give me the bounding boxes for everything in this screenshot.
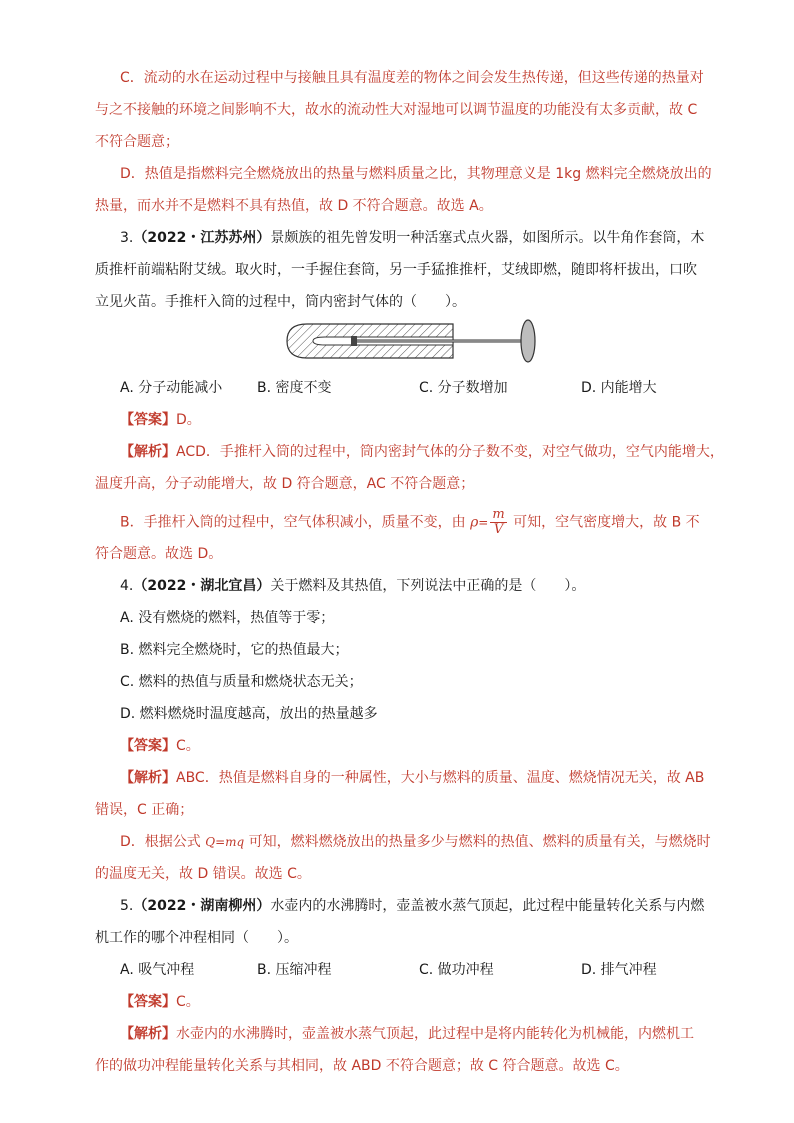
analysis-text: B．手推杆入筒的过程中，空气体积减小，质量不变，由 [120, 514, 466, 531]
q3-analysis-line-1 [120, 442, 724, 462]
q5-analysis-line-1 [120, 1024, 694, 1044]
analysis-text: ABC．热值是燃料自身的一种属性，大小与燃料的质量、温度、燃烧情况无关，故 AB [176, 770, 705, 786]
question-number: 5. [120, 898, 134, 914]
analysis-d-line-1: D．热值是指燃料完全燃烧放出的热量与燃料质量之比，其物理意义是 1kg 燃料完全燃烧放出的 [120, 166, 712, 182]
question-text: 关于燃料及其热值，下列说法中正确的是（ ）。 [270, 578, 586, 594]
question-3-stem-line-2: 质推杆前端粘附艾绒。取火时，一手握住套筒，另一手猛推推杆，艾绒即燃，随即将杆拔出，口吹 [95, 262, 697, 278]
analysis-label: 【解析】 [120, 770, 176, 786]
answer-label: 【答案】 [120, 412, 176, 428]
question-3-stem-line-3: 立见火苗。手推杆入筒的过程中，筒内密封气体的（ ）。 [95, 294, 466, 310]
rod-handle [521, 320, 535, 362]
analysis-d-line-2: 热量，而水并不是燃料不具有热值，故 D 不符合题意。故选 A。 [95, 198, 493, 214]
q3-option-a: A. 分子动能减小 [120, 380, 223, 396]
q4-option-d: D. 燃料燃烧时温度越高，放出的热量越多 [120, 706, 378, 722]
fraction-numerator: m [492, 507, 505, 522]
question-source: （2022・湖南柳州） [133, 898, 271, 914]
q3-option-c: C. 分子数增加 [419, 380, 508, 396]
q5-option-a: A. 吸气冲程 [120, 962, 195, 978]
q3-analysis-line-3 [120, 508, 700, 537]
analysis-text: 可知，燃料燃烧放出的热量多少与燃料的热值、燃料的质量有关，与燃烧时 [244, 834, 711, 850]
question-source: （2022・湖北宜昌） [133, 578, 271, 594]
q3-answer [120, 410, 201, 430]
q3-option-b: B. 密度不变 [257, 380, 332, 396]
answer-label: 【答案】 [120, 738, 176, 754]
question-text: 水壶内的水沸腾时，壶盖被水蒸气顶起，此过程中能量转化关系与内燃 [270, 898, 705, 914]
q3-option-d: D. 内能增大 [581, 380, 657, 396]
answer-value: C。 [176, 738, 200, 754]
question-number: 3. [120, 230, 134, 246]
analysis-c-line-2: 与之不接触的环境之间影响不大，故水的流动性大对湿地可以调节温度的功能没有太多贡献，故 C [95, 102, 698, 118]
answer-label: 【答案】 [120, 994, 176, 1010]
q5-option-c: C. 做功冲程 [419, 962, 494, 978]
equals-sign: = [478, 515, 489, 530]
q4-option-a: A. 没有燃烧的燃料，热值等于零； [120, 610, 335, 626]
q3-analysis-line-2: 温度升高，分子动能增大，故 D 符合题意，AC 不符合题意； [95, 476, 475, 492]
analysis-text: D．根据公式 [120, 834, 206, 850]
analysis-c-line-3: 不符合题意； [95, 134, 179, 150]
q4-option-c: C. 燃料的热值与质量和燃烧状态无关； [120, 674, 363, 690]
q4-option-b: B. 燃料完全燃烧时，它的热值最大； [120, 642, 349, 658]
question-source: （2022・江苏苏州） [133, 230, 271, 246]
analysis-text: 可知，空气密度增大，故 B 不 [513, 514, 700, 531]
q4-analysis-line-4: 的温度无关，故 D 错误。故选 C。 [95, 866, 311, 882]
q4-analysis-line-1 [120, 768, 704, 788]
question-4-stem [120, 576, 585, 596]
question-3-stem-line-1 [120, 228, 704, 248]
analysis-text: ACD．手推杆入筒的过程中，筒内密封气体的分子数不变，对空气做功，空气内能增大， [176, 444, 724, 460]
question-5-stem-line-1 [120, 896, 704, 916]
tinder [351, 336, 357, 346]
fraction-denominator: V [493, 522, 504, 537]
density-fraction [490, 508, 506, 537]
question-5-stem-line-2: 机工作的哪个冲程相同（ ）。 [95, 930, 298, 946]
q3-analysis-line-4: 符合题意。故选 D。 [95, 546, 223, 562]
q5-answer [120, 992, 200, 1012]
analysis-text: 水壶内的水沸腾时，壶盖被水蒸气顶起，此过程中是将内能转化为机械能，内燃机工 [176, 1026, 694, 1042]
question-number: 4. [120, 578, 134, 594]
q5-option-d: D. 排气冲程 [581, 962, 657, 978]
formula: Q=mq [205, 835, 245, 849]
question-text: 景颇族的祖先曾发明一种活塞式点火器，如图所示。以牛角作套筒，木 [270, 230, 705, 246]
q5-option-b: B. 压缩冲程 [257, 962, 332, 978]
analysis-c-line-1: C．流动的水在运动过程中与接触且具有温度差的物体之间会发生热传递，但这些传递的热量对 [120, 70, 704, 86]
analysis-label: 【解析】 [120, 444, 176, 460]
q4-answer [120, 736, 200, 756]
answer-value: D。 [176, 412, 201, 428]
analysis-label: 【解析】 [120, 1026, 176, 1042]
piston-igniter-figure [285, 318, 540, 366]
answer-value: C。 [176, 994, 200, 1010]
q5-analysis-line-2: 作的做功冲程能量转化关系与其相同，故 ABD 不符合题意；故 C 符合题意。故选 C。 [95, 1058, 629, 1074]
q4-analysis-line-2: 错误，C 正确； [95, 802, 194, 818]
rho-symbol: ρ [470, 514, 479, 531]
q4-analysis-line-3 [120, 832, 711, 852]
